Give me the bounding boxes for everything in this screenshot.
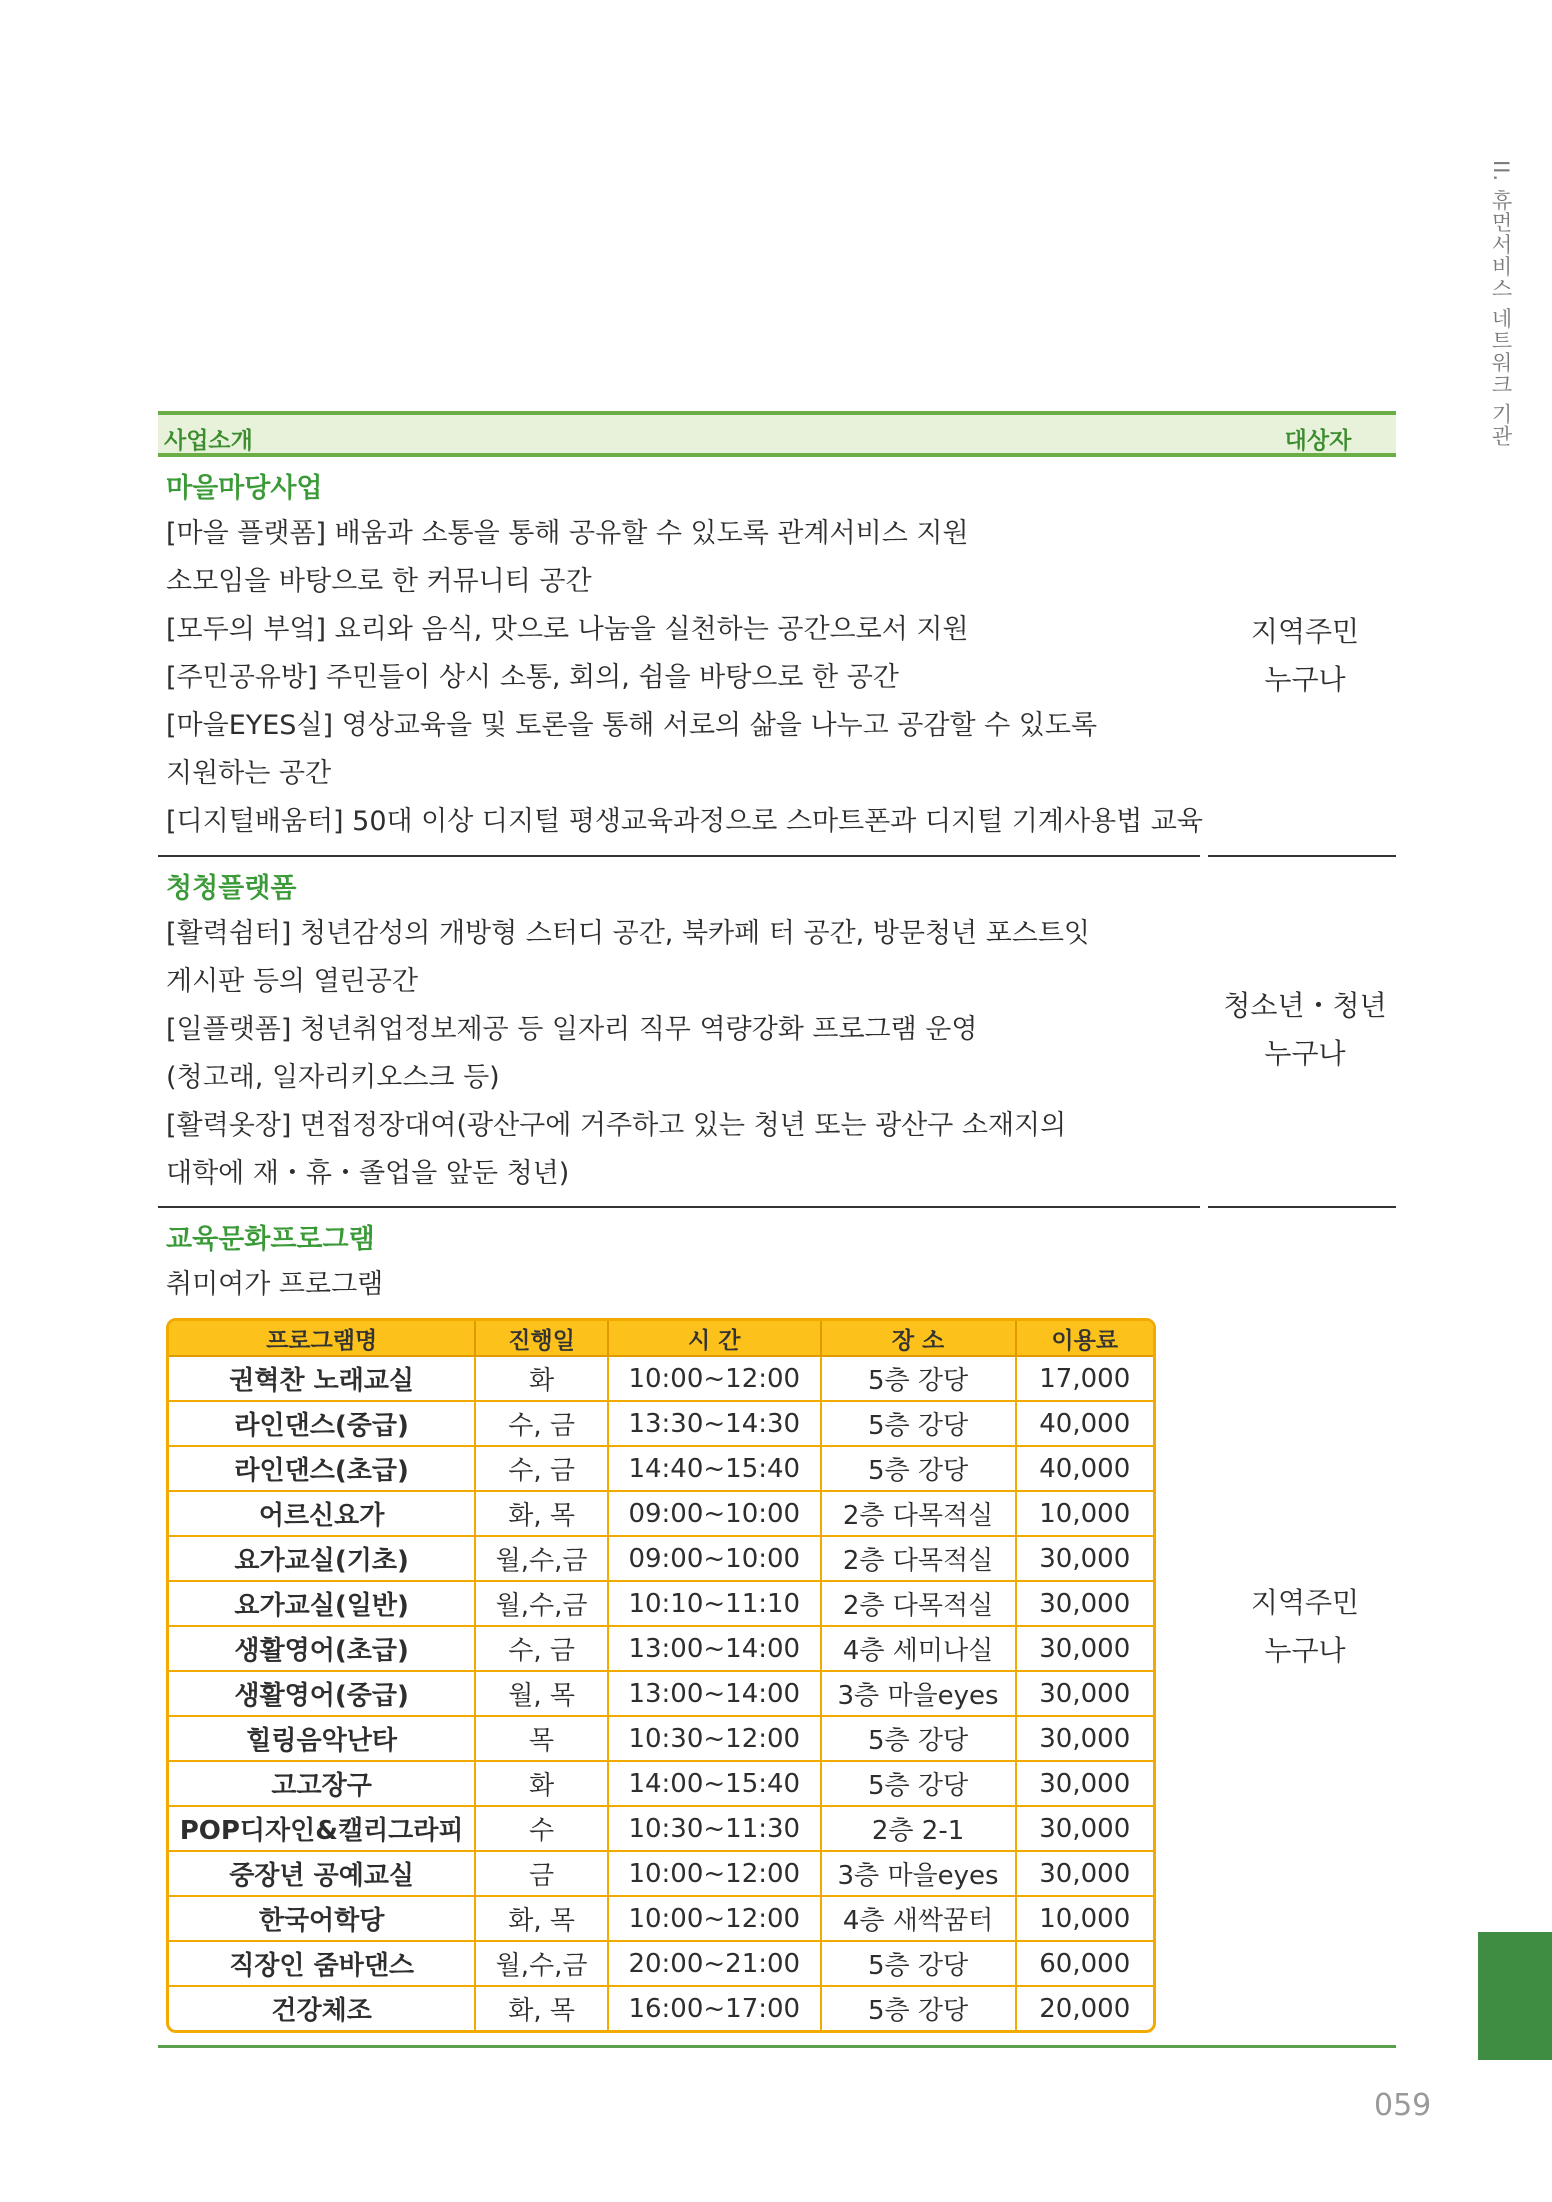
cell-program: 힐링음악난타	[169, 1717, 476, 1762]
cell-place: 5층 강당	[822, 1762, 1017, 1807]
cell-time: 13:30~14:30	[609, 1402, 822, 1447]
section-divider	[1208, 1206, 1396, 1208]
section-line: (청고래, 일자리키오스크 등)	[166, 1062, 500, 1093]
target-line: 청소년・청년	[1223, 989, 1387, 1022]
cell-place: 5층 강당	[822, 1987, 1017, 2030]
table-bottom-rule	[158, 2045, 1396, 2048]
cell-place: 4층 세미나실	[822, 1627, 1017, 1672]
cell-time: 10:00~12:00	[609, 1897, 822, 1942]
cell-day: 월,수,금	[476, 1582, 609, 1627]
cell-time: 10:30~12:00	[609, 1717, 822, 1762]
section-line: 취미여가 프로그램	[166, 1269, 384, 1300]
section-title: 청청플랫폼	[166, 873, 297, 904]
cell-program: 권혁찬 노래교실	[169, 1357, 476, 1402]
cell-fee: 40,000	[1017, 1402, 1153, 1447]
cell-time: 13:00~14:00	[609, 1672, 822, 1717]
cell-place: 3층 마을eyes	[822, 1672, 1017, 1717]
table-row	[169, 1942, 1153, 1987]
cell-fee: 30,000	[1017, 1672, 1153, 1717]
cell-fee: 30,000	[1017, 1717, 1153, 1762]
cell-time: 13:00~14:00	[609, 1627, 822, 1672]
col-header-time: 시 간	[609, 1321, 822, 1357]
cell-program: 생활영어(중급)	[169, 1672, 476, 1717]
cell-fee: 30,000	[1017, 1582, 1153, 1627]
cell-program: 요가교실(기초)	[169, 1537, 476, 1582]
table-row	[169, 1987, 1153, 2030]
table-row	[169, 1492, 1153, 1537]
cell-fee: 10,000	[1017, 1897, 1153, 1942]
cell-program: 중장년 공예교실	[169, 1852, 476, 1897]
cell-day: 화, 목	[476, 1897, 609, 1942]
cell-time: 20:00~21:00	[609, 1942, 822, 1987]
cell-program: 생활영어(초급)	[169, 1627, 476, 1672]
section-line: [일플랫폼] 청년취업정보제공 등 일자리 직무 역량강화 프로그램 운영	[166, 1014, 978, 1045]
cell-place: 5층 강당	[822, 1942, 1017, 1987]
chapter-tab-marker	[1478, 1932, 1552, 2060]
cell-fee: 20,000	[1039, 1993, 1131, 2024]
cell-place: 4층 새싹꿈터	[822, 1897, 1017, 1942]
cell-fee: 30,000	[1017, 1627, 1153, 1672]
section-title: 마을마당사업	[166, 473, 323, 504]
table-row	[169, 1627, 1153, 1672]
table-row	[169, 1402, 1153, 1447]
section-line: [마을 플랫폼] 배움과 소통을 통해 공유할 수 있도록 관계서비스 지원	[166, 518, 969, 549]
table-row	[169, 1852, 1153, 1897]
target-line: 누구나	[1264, 1634, 1346, 1667]
cell-program: 라인댄스(초급)	[169, 1447, 476, 1492]
program-table	[166, 1318, 1156, 2033]
cell-place: 2층 다목적실	[822, 1582, 1017, 1627]
section-divider	[158, 855, 1200, 857]
table-row	[169, 1537, 1153, 1582]
cell-program: 한국어학당	[169, 1897, 476, 1942]
cell-day: 목	[476, 1717, 609, 1762]
section-target	[1204, 608, 1406, 704]
cell-place: 2층 다목적실	[822, 1537, 1017, 1582]
cell-time: 09:00~10:00	[609, 1492, 822, 1537]
cell-time: 10:00~12:00	[609, 1852, 822, 1897]
section-lines	[166, 1261, 383, 1309]
cell-place: 5층 강당	[822, 1402, 1017, 1447]
section-line: [주민공유방] 주민들이 상시 소통, 회의, 쉼을 바탕으로 한 공간	[166, 662, 899, 693]
section-line: [마을EYES실] 영상교육을 및 토론을 통해 서로의 삶을 나누고 공감할 수 있도록	[166, 710, 1098, 741]
section-line: 게시판 등의 열린공간	[166, 966, 418, 997]
col-header-place: 장 소	[822, 1321, 1017, 1357]
col-header-fee: 이용료	[1017, 1321, 1153, 1357]
section-line: [활력쉼터] 청년감성의 개방형 스터디 공간, 북카페 터 공간, 방문청년 포스트잇	[166, 918, 1091, 949]
cell-place: 5층 강당	[822, 1447, 1017, 1492]
cell-place: 2층 2-1	[822, 1807, 1017, 1852]
cell-time: 09:00~10:00	[609, 1537, 822, 1582]
table-row	[169, 1582, 1153, 1627]
cell-time: 10:10~11:10	[609, 1582, 822, 1627]
section-line: 소모임을 바탕으로 한 커뮤니티 공간	[166, 566, 592, 597]
table-row	[169, 1807, 1153, 1852]
cell-program: 어르신요가	[169, 1492, 476, 1537]
cell-day: 화, 목	[476, 1492, 609, 1537]
target-line: 누구나	[1264, 663, 1346, 696]
cell-time: 14:40~15:40	[609, 1447, 822, 1492]
target-line: 누구나	[1264, 1037, 1346, 1070]
table-row	[169, 1717, 1153, 1762]
cell-place: 5층 강당	[822, 1357, 1017, 1402]
section-divider	[158, 1206, 1200, 1208]
cell-day: 금	[476, 1852, 609, 1897]
section-line: [모두의 부엌] 요리와 음식, 맛으로 나눔을 실천하는 공간으로서 지원	[166, 614, 969, 645]
col-header-day: 진행일	[476, 1321, 609, 1357]
target-line: 지역주민	[1250, 615, 1360, 648]
cell-program: POP디자인&캘리그라피	[169, 1807, 476, 1852]
cell-place: 5층 강당	[822, 1717, 1017, 1762]
cell-fee: 17,000	[1017, 1357, 1153, 1402]
cell-place: 3층 마을eyes	[822, 1852, 1017, 1897]
cell-day: 수	[476, 1807, 609, 1852]
cell-fee: 30,000	[1017, 1537, 1153, 1582]
cell-program: 요가교실(일반)	[169, 1582, 476, 1627]
cell-fee: 10,000	[1017, 1492, 1153, 1537]
section-lines	[166, 510, 1203, 846]
page-number: 059	[1374, 2088, 1432, 2123]
cell-fee: 30,000	[1017, 1807, 1153, 1852]
section-lines	[166, 910, 1090, 1198]
cell-fee: 30,000	[1017, 1852, 1153, 1897]
cell-time: 10:30~11:30	[609, 1807, 822, 1852]
cell-time: 14:00~15:40	[609, 1762, 822, 1807]
cell-fee: 60,000	[1017, 1942, 1153, 1987]
table-row	[169, 1897, 1153, 1942]
cell-day: 월, 목	[476, 1672, 609, 1717]
cell-day: 수, 금	[476, 1447, 609, 1492]
cell-program: 건강체조	[169, 1987, 476, 2030]
section-divider	[1208, 855, 1396, 857]
section-line: 지원하는 공간	[166, 758, 332, 789]
cell-day: 화, 목	[476, 1987, 609, 2030]
header-target: 대상자	[1284, 428, 1352, 454]
target-line: 지역주민	[1250, 1586, 1360, 1619]
cell-time: 10:00~12:00	[609, 1357, 822, 1402]
table-row	[169, 1357, 1153, 1402]
cell-time: 16:00~17:00	[609, 1987, 822, 2030]
cell-program: 고고장구	[169, 1762, 476, 1807]
table-row	[169, 1447, 1153, 1492]
section-target	[1204, 982, 1406, 1078]
program-table-body	[169, 1357, 1153, 2030]
table-row	[169, 1672, 1153, 1717]
cell-place: 2층 다목적실	[822, 1492, 1017, 1537]
table-header-bar	[158, 411, 1396, 457]
cell-day: 월,수,금	[476, 1537, 609, 1582]
cell-fee: 30,000	[1017, 1762, 1153, 1807]
cell-day: 수, 금	[476, 1627, 609, 1672]
col-header-program: 프로그램명	[169, 1321, 476, 1357]
section-target	[1204, 1579, 1406, 1675]
chapter-side-label: II. 휴먼서비스 네트워크 기관	[1489, 160, 1513, 448]
cell-day: 화	[476, 1357, 609, 1402]
table-row	[169, 1762, 1153, 1807]
section-line: [디지털배움터] 50대 이상 디지털 평생교육과정으로 스마트폰과 디지털 기계사용법 교육	[166, 806, 1203, 837]
section-title: 교육문화프로그램	[166, 1224, 375, 1255]
cell-fee: 40,000	[1017, 1447, 1153, 1492]
cell-program: 직장인 줌바댄스	[169, 1942, 476, 1987]
cell-day: 수, 금	[476, 1402, 609, 1447]
header-business-intro: 사업소개	[164, 428, 253, 454]
section-line: [활력옷장] 면접정장대여(광산구에 거주하고 있는 청년 또는 광산구 소재지의	[166, 1110, 1067, 1141]
table-header-row	[169, 1321, 1153, 1357]
section-line: 대학에 재・휴・졸업을 앞둔 청년)	[166, 1158, 570, 1189]
cell-day: 월,수,금	[476, 1942, 609, 1987]
cell-program: 라인댄스(중급)	[169, 1402, 476, 1447]
cell-day: 화	[476, 1762, 609, 1807]
